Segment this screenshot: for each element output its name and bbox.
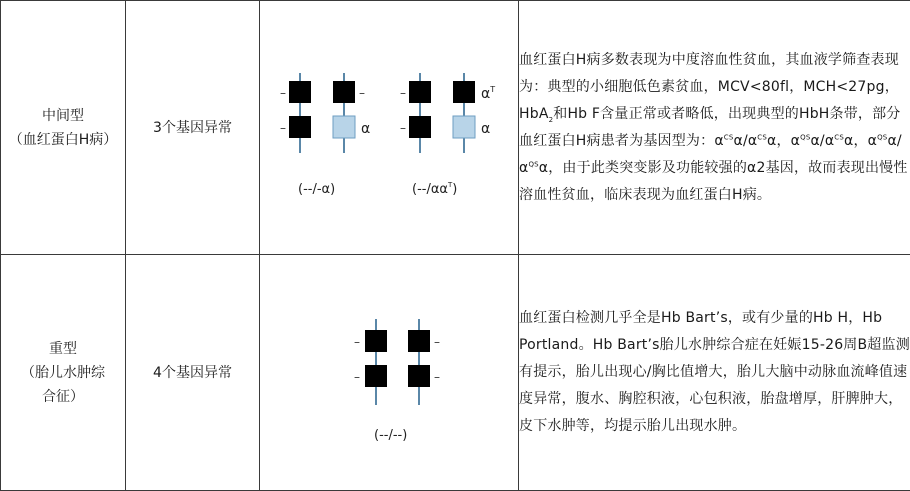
mutant-gene-block <box>453 81 475 103</box>
alpha-t-label: $\alpha^T$ <box>481 85 495 102</box>
alpha-label: α <box>361 121 370 137</box>
alpha-label: α <box>481 121 490 137</box>
deleted-gene-block <box>333 81 355 103</box>
dash-marker: – <box>280 121 286 135</box>
deleted-gene-block <box>365 330 387 352</box>
genotype-diagram-intermediate <box>260 53 519 203</box>
dash-marker: – <box>400 86 406 100</box>
gene-abnormality-count: 4个基因异常 <box>153 365 232 381</box>
type-subname: （胎儿水肿综 <box>1 361 125 385</box>
deleted-gene-block <box>409 116 431 138</box>
genotype-diagram-severe <box>260 293 519 453</box>
deleted-gene-block <box>408 330 430 352</box>
description-cell-intermediate <box>519 1 910 255</box>
dash-marker: – <box>359 86 365 100</box>
diagram-cell-intermediate <box>260 1 519 255</box>
diagram-cell-severe <box>260 255 519 491</box>
deleted-gene-block <box>365 365 387 387</box>
dash-marker: – <box>434 370 440 384</box>
dash-marker: – <box>354 335 360 349</box>
dash-marker: – <box>354 370 360 384</box>
description-cell-severe <box>519 255 910 491</box>
description-text: 血红蛋白H病多数表现为中度溶血性贫血，其血液学筛查表现为：典型的小细胞低色素贫血，MCV<80fl，MCH<27pg，HbA$_2$和Hb F含量正常或者略低，出现典型的HbH条带，部分血红蛋白H病患者为基因型为：$\alpha^{CS}\alpha/\alpha^{CS}\alpha$，$\alpha^{QS}\alpha/\alpha^{CS}\alpha$，$\alpha^{QS}\alpha/\alpha^{QS}\alpha$，由于此类突变影及功能较强的α2基因，故而表现出慢性溶血性贫血，临床表现为血红蛋白H病。 <box>519 47 910 209</box>
normal-gene-block <box>453 116 475 138</box>
dash-marker: – <box>280 86 286 100</box>
genotype-label: (--/-α) <box>298 182 335 197</box>
deleted-gene-block <box>289 81 311 103</box>
type-name: 重型 <box>1 337 125 361</box>
gene-cell-severe <box>126 255 260 491</box>
description-text: 血红蛋白检测几乎全是Hb Bart’s，或有少量的Hb H，Hb Portland。Hb Bart’s胎儿水肿综合症在妊娠15-26周B超监测有提示，胎儿出现心/胸比值增大，胎儿大脑中动脉血流峰值速度异常，腹水、胸腔积液，心包积液，胎盘增厚，肝脾肿大，皮下水肿等，均提示胎儿出现水肿。 <box>519 305 910 440</box>
genotype-label: $(--/\alpha\alpha^T)$ <box>412 181 457 197</box>
gene-cell-intermediate <box>126 1 260 255</box>
gene-abnormality-count: 3个基因异常 <box>153 120 232 136</box>
table-row-intermediate <box>1 1 910 255</box>
type-name: 中间型 <box>1 104 125 128</box>
table-row-severe <box>1 255 910 491</box>
normal-gene-block <box>333 116 355 138</box>
deleted-gene-block <box>408 365 430 387</box>
type-cell-intermediate <box>1 1 126 255</box>
type-subname-cont: 合征） <box>1 385 125 409</box>
dash-marker: – <box>434 335 440 349</box>
deleted-gene-block <box>289 116 311 138</box>
type-subname: （血红蛋白H病） <box>1 128 125 152</box>
genotype-label: (--/--) <box>374 428 407 443</box>
deleted-gene-block <box>409 81 431 103</box>
type-cell-severe <box>1 255 126 491</box>
dash-marker: – <box>400 121 406 135</box>
